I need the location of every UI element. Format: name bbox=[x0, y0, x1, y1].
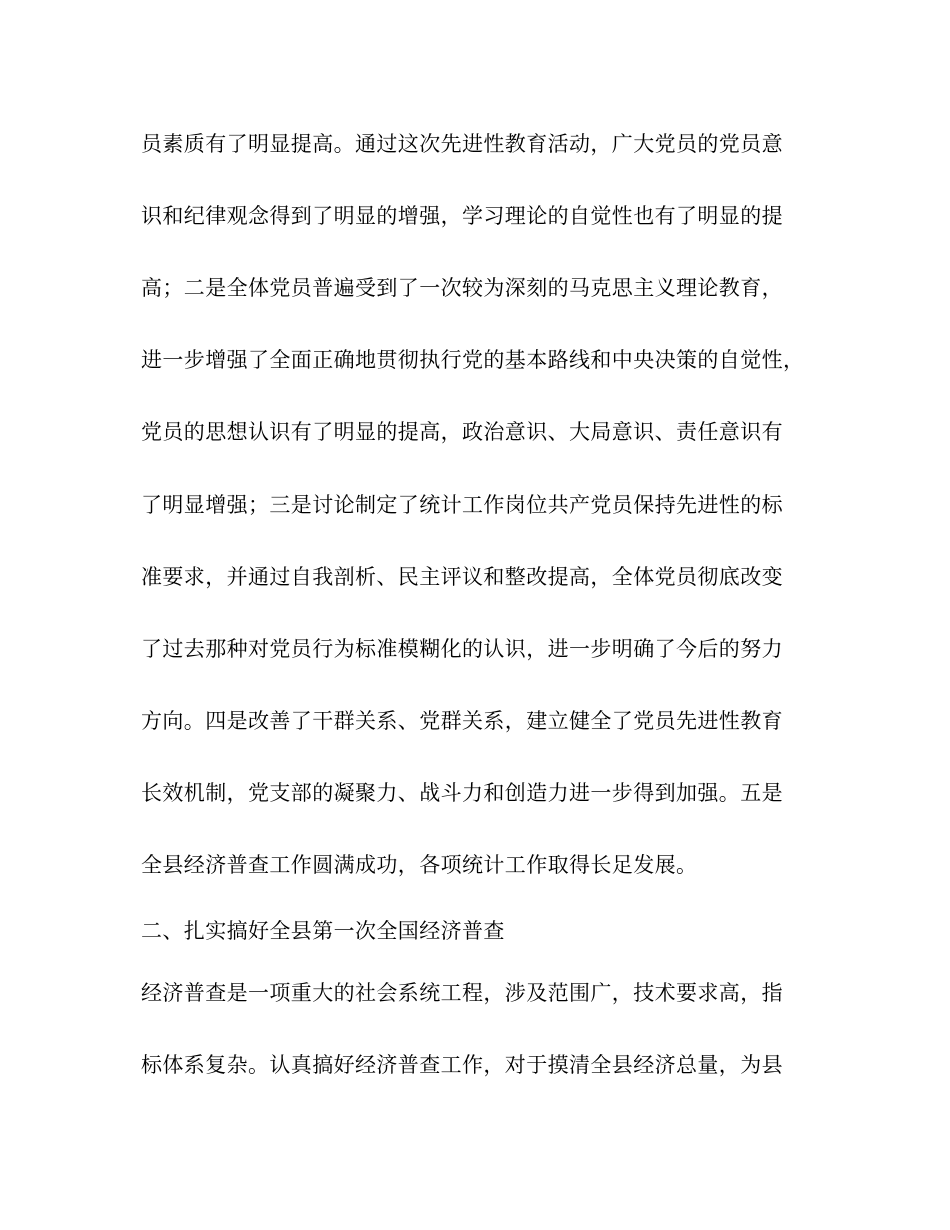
text-line: 了过去那种对党员行为标准模糊化的认识，进一步明确了今后的努力 bbox=[141, 637, 783, 661]
text-line: 准要求，并通过自我剖析、民主评议和整改提高，全体党员彻底改变 bbox=[141, 565, 783, 589]
text-line: 党员的思想认识有了明显的提高，政治意识、大局意识、责任意识有 bbox=[141, 420, 783, 444]
text-line: 方向。四是改善了干群关系、党群关系，建立健全了党员先进性教育 bbox=[141, 709, 783, 733]
text-line: 长效机制，党支部的凝聚力、战斗力和创造力进一步得到加强。五是 bbox=[141, 781, 783, 805]
text-line: 经济普查是一项重大的社会系统工程，涉及范围广，技术要求高，指 bbox=[141, 981, 783, 1005]
text-line: 员素质有了明显提高。通过这次先进性教育活动，广大党员的党员意 bbox=[141, 132, 783, 156]
text-line: 进一步增强了全面正确地贯彻执行党的基本路线和中央决策的自觉性， bbox=[141, 348, 805, 372]
text-line: 标体系复杂。认真搞好经济普查工作，对于摸清全县经济总量，为县 bbox=[141, 1053, 783, 1077]
text-line: 了明显增强；三是讨论制定了统计工作岗位共产党员保持先进性的标 bbox=[141, 493, 783, 517]
text-line: 全县经济普查工作圆满成功，各项统计工作取得长足发展。 bbox=[141, 853, 698, 877]
section-heading: 二、扎实搞好全县第一次全国经济普查 bbox=[141, 919, 505, 943]
text-line: 识和纪律观念得到了明显的增强，学习理论的自觉性也有了明显的提 bbox=[141, 204, 783, 228]
text-line: 高；二是全体党员普遍受到了一次较为深刻的马克思主义理论教育， bbox=[141, 276, 783, 300]
